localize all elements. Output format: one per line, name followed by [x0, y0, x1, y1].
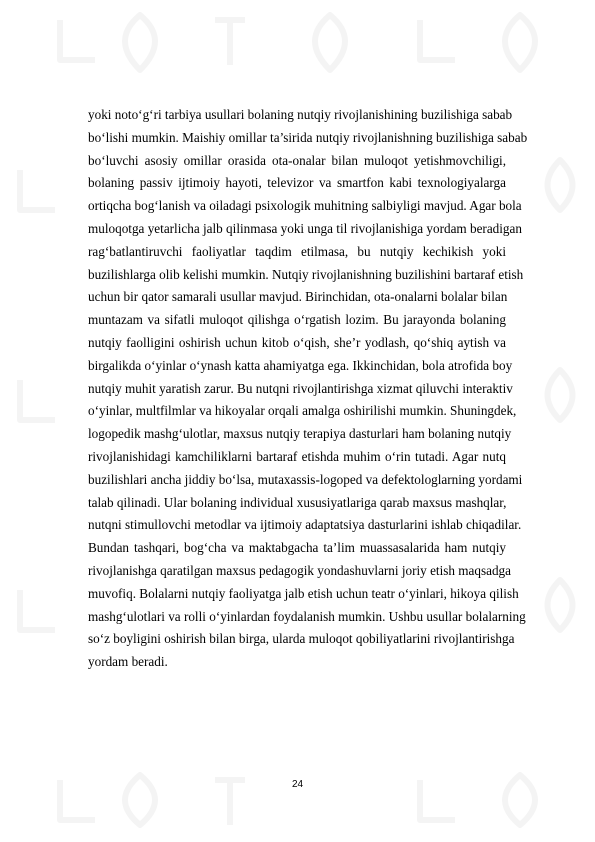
- paragraph-line: nutqiy muhit yaratish zarur. Bu nutqni rivojlantirishga xizmat qiluvchi interaktiv: [88, 380, 513, 396]
- paragraph-line: ortiqcha bog‘lanish va oiladagi psixologik muhitning salbiyligi mavjud. Agar bola: [88, 198, 522, 214]
- watermark-shape: [505, 15, 535, 70]
- page-number: 24: [291, 779, 304, 790]
- paragraph-line: uchun bir qator samarali usullar mavjud. Birinchidan, ota-onalarni bolalar bilan: [88, 289, 508, 305]
- paragraph-line: yordam beradi.: [88, 654, 168, 670]
- paragraph-line: muloqotga yetarlicha jalb qilinmasa yoki unga til rivojlanishiga yordam beradigan: [88, 220, 522, 236]
- watermark-shape: [420, 20, 455, 60]
- watermark-shape: [60, 20, 95, 60]
- watermark-shape: [548, 160, 573, 210]
- paragraph-line: rag‘batlantiruvchi faoliyatlar taqdim etilmasa, bu nutqiy kechikish yoki: [88, 243, 506, 259]
- paragraph-line: logopedik mashg‘ulotlar, maxsus nutqiy terapiya dasturlari ham bolaning nutqiy: [88, 426, 512, 442]
- paragraph-line: rivojlanishga qaratilgan maxsus pedagogik yondashuvlarni joriy etish maqsadga: [88, 562, 512, 578]
- paragraph-line: buzilishlarga olib kelishi mumkin. Nutqiy rivojlanishning buzilishini bartaraf etish: [88, 266, 524, 282]
- paragraph-line: birgalikda o‘yinlar o‘ynash katta ahamiyatga ega. Ikkinchidan, bola atrofida boy: [88, 357, 513, 373]
- watermark-shape: [125, 15, 155, 70]
- paragraph-line: bo‘lishi mumkin. Maishiy omillar ta’sirida nutqiy rivojlanishning buzilishiga sabab: [88, 129, 528, 145]
- watermark-shape: [20, 170, 55, 210]
- watermark-shape: [548, 370, 573, 420]
- paragraph-line: talab qilinadi. Ular bolaning individual xususiyatlariga qarab maxsus mashqlar,: [88, 494, 507, 510]
- paragraph-line: so‘z boyligini oshirish bilan birga, ularda muloqot qobiliyatlarini rivojlantirishga: [88, 631, 515, 647]
- paragraph-line: mashg‘ulotlari va rolli o‘yinlardan foydalanish mumkin. Ushbu usullar bolalarning: [88, 608, 526, 624]
- paragraph-line: yoki noto‘g‘ri tarbiya usullari bolaning nutqiy rivojlanishining buzilishiga sabab: [88, 107, 513, 122]
- paragraph-line: bo‘luvchi asosiy omillar orasida ota-onalar bilan muloqot yetishmovchiligi,: [88, 152, 506, 168]
- paragraph-line: Bundan tashqari, bog‘cha va maktabgacha ta’lim muassasalarida ham nutqiy: [88, 540, 506, 556]
- watermark-shape: [20, 590, 55, 630]
- body-paragraph: [88, 104, 528, 674]
- paragraph-line: o‘yinlar, multfilmlar va hikoyalar orqali amalga oshirilishi mumkin. Shuningdek,: [88, 403, 517, 419]
- watermark-shape: [215, 20, 245, 65]
- paragraph-line: buzilishlari ancha jiddiy bo‘lsa, mutaxassis-logoped va defektologlarning yordami: [88, 471, 523, 487]
- paragraph-line: muvofiq. Bolalarni nutqiy faoliyatga jalb etish uchun teatr o‘yinlari, hikoya qilish: [88, 585, 519, 601]
- paragraph-line: nutqni stimullovchi metodlar va ijtimoiy adaptatsiya dasturlarini ishlab chiqadilar.: [88, 517, 522, 533]
- paragraph-line: bolaning passiv ijtimoiy hayoti, televizor va smartfon kabi texnologiyalarga: [88, 175, 506, 191]
- paragraph-line: nutqiy faolligini oshirish uchun kitob o‘qish, she’r yodlash, qo‘shiq aytish va: [88, 334, 506, 350]
- watermark-shape: [315, 15, 345, 70]
- paragraph-line: rivojlanishidagi kamchiliklarni bartaraf etishda muhim o‘rin tutadi. Agar nutq: [88, 448, 506, 464]
- watermark-shape: [548, 580, 573, 630]
- watermark-shape: [20, 380, 55, 420]
- paragraph-line: muntazam va sifatli muloqot qilishga o‘rgatish lozim. Bu jarayonda bolaning: [88, 312, 506, 328]
